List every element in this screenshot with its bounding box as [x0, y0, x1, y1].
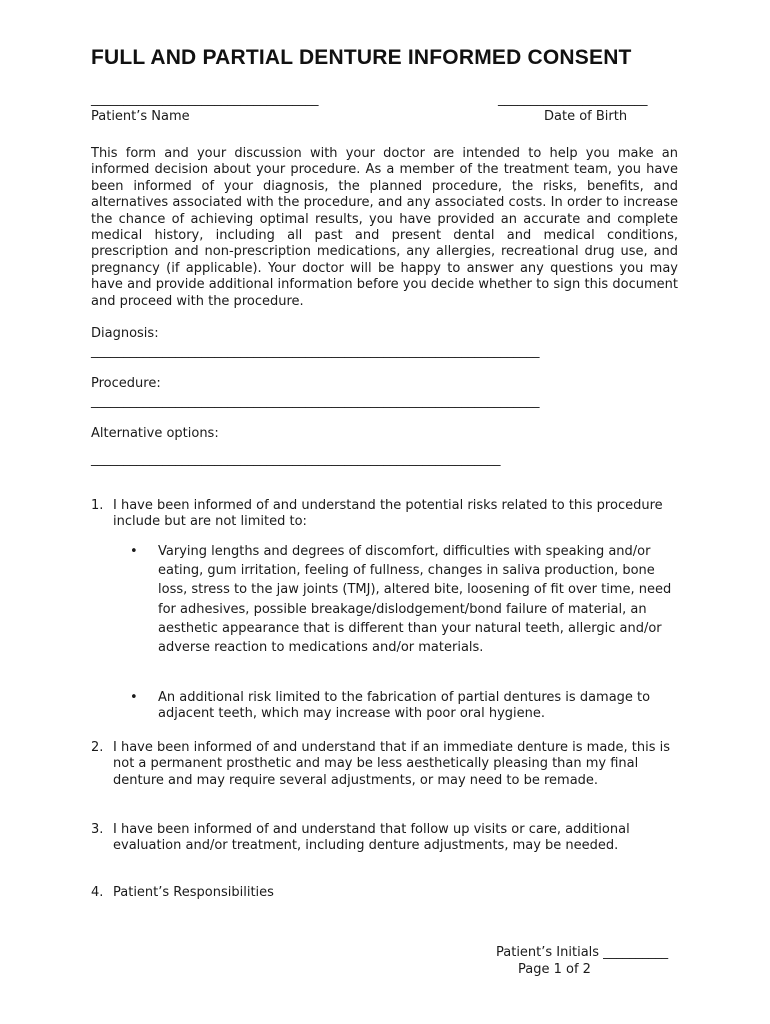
list-item-4 [91, 885, 681, 901]
alternative-options-field[interactable]: _______________________________________________________________ [91, 452, 501, 467]
list-number: 3. [91, 822, 104, 837]
bullet-text: An additional risk limited to the fabrication of partial dentures is damage to adjacent teeth, which may increase with poor oral hygiene. [158, 690, 651, 722]
list-item-text: I have been informed of and understand the potential risks related to this procedure include but are not limited to: [113, 498, 663, 530]
list-item-text: I have been informed of and understand that if an immediate denture is made, this is not a permanent prosthetic and may be less aesthetically pleasing than my final denture and may require several adjustments, or may need to be remade. [113, 740, 671, 788]
risk-bullet-1 [130, 542, 680, 657]
list-item-2 [91, 740, 681, 789]
list-number: 2. [91, 740, 104, 755]
diagnosis-label: Diagnosis: [91, 326, 159, 341]
diagnosis-field[interactable]: _____________________________________________________________________ [91, 344, 540, 359]
intro-paragraph: This form and your discussion with your doctor are intended to help you make an informed decision about your procedure. As a member of the treatment team, you have been informed of your diagnosis, the planned procedure, the risks, benefits, and alternatives associated with the procedure, and any associated costs. In order to increase the chance of achieving optimal results, you have provided an accurate and complete medical history, including all past and present dental and medical conditions, prescription and non-prescription medications, any allergies, recreational drug use, and pregnancy (if applicable). Your doctor will be happy to answer any questions you may have and provide additional information before you decide whether to sign this document and proceed with the procedure. [91, 146, 678, 309]
patient-name-label: Patient’s Name [91, 109, 190, 124]
list-number: 1. [91, 498, 104, 513]
list-item-text: Patient’s Responsibilities [113, 885, 274, 900]
list-item-3 [91, 822, 681, 855]
date-of-birth-field[interactable]: _______________________ [498, 92, 648, 107]
patient-initials-field[interactable]: Patient’s Initials __________ [496, 945, 669, 960]
document-title: FULL AND PARTIAL DENTURE INFORMED CONSENT [91, 46, 632, 69]
patient-name-field[interactable]: ___________________________________ [91, 92, 319, 107]
bullet-icon: • [130, 544, 138, 559]
procedure-label: Procedure: [91, 376, 161, 391]
alternative-options-label: Alternative options: [91, 426, 219, 441]
risk-bullet-2 [130, 690, 680, 723]
procedure-field[interactable]: _____________________________________________________________________ [91, 394, 540, 409]
bullet-text: Varying lengths and degrees of discomfort, difficulties with speaking and/or eating, gum irritation, feeling of fullness, changes in saliva production, bone loss, stress to the jaw joints (TMJ), altered bite, loosening of fit over time, need for adhesives, possible breakage/dislodgement/bond failure of material, an aesthetic appearance that is different than your natural teeth, allergic and/or adverse reaction to medications and/or materials. [158, 544, 672, 656]
list-item-1 [91, 498, 681, 531]
date-of-birth-label: Date of Birth [544, 109, 628, 124]
list-item-text: I have been informed of and understand that follow up visits or care, additional evaluation and/or treatment, including denture adjustments, may be needed. [113, 822, 630, 854]
bullet-icon: • [130, 690, 138, 705]
list-number: 4. [91, 885, 104, 900]
page-number: Page 1 of 2 [518, 962, 591, 977]
